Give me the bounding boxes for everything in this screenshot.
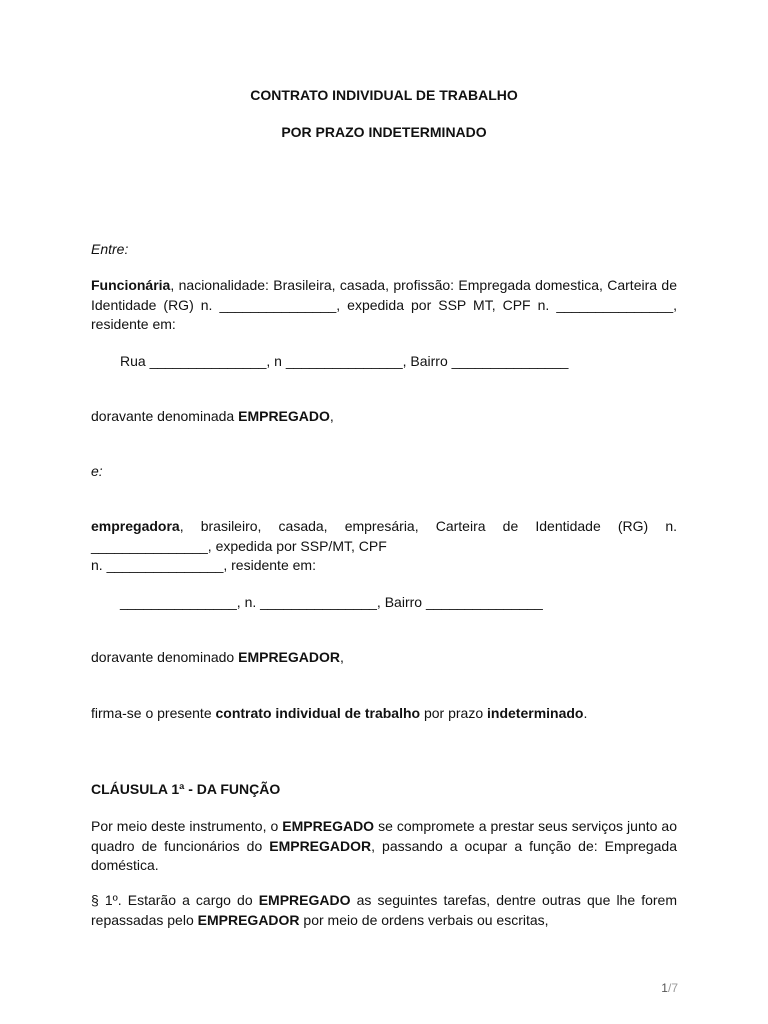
page-current: 1 — [661, 981, 668, 995]
page-number — [661, 979, 678, 999]
empregadora-details: , brasileiro, casada, empresária, Carteira de Identidade (RG) n. _______________, expedida por SSP/MT, CPF — [91, 518, 677, 554]
empregadora-paragraph — [91, 517, 677, 556]
funcionaria-details: , nacionalidade: Brasileira, casada, profissão: Empregada domestica, Carteira de Identidade (RG) n. _______________, expedida por SSP MT, CPF n. _______________, residente em: — [91, 277, 677, 332]
employer-address-line: _______________, n. _______________, Bairro _______________ — [120, 594, 543, 610]
clause-1-paragraph-1: Por meio deste instrumento, o EMPREGADO se compromete a prestar seus serviços junto ao quadro de funcionários do EMPREGADOR, passando a ocupar a função de: Empregada doméstica. — [91, 818, 677, 873]
clause-1-paragraph-2: § 1º. Estarão a cargo do EMPREGADO as seguintes tarefas, dentre outras que lhe forem repassadas pelo EMPREGADOR por meio de ordens verbais ou escritas, — [91, 892, 677, 928]
funcionaria-paragraph — [91, 276, 677, 335]
document-title: CONTRATO INDIVIDUAL DE TRABALHO — [250, 87, 518, 103]
contract-statement: firma-se o presente contrato individual de trabalho por prazo indeterminado. — [91, 705, 588, 721]
employer-designation: doravante denominado EMPREGADOR, — [91, 649, 344, 665]
employee-address-line: Rua _______________, n _______________, Bairro _______________ — [120, 353, 569, 369]
funcionaria-term: Funcionária — [91, 277, 171, 293]
empregadora-residence-line: n. _______________, residente em: — [91, 557, 316, 573]
empregadora-term: empregadora — [91, 518, 180, 534]
empregador-term: EMPREGADOR — [238, 649, 341, 665]
entre-label: Entre: — [91, 241, 129, 257]
e-connector: e: — [91, 463, 103, 479]
clause-1-heading: CLÁUSULA 1ª - DA FUNÇÃO — [91, 781, 281, 797]
empregado-term: EMPREGADO — [238, 408, 330, 424]
employee-designation: doravante denominada EMPREGADO, — [91, 408, 334, 424]
document-subtitle: POR PRAZO INDETERMINADO — [281, 124, 487, 140]
page-total: /7 — [667, 981, 678, 995]
